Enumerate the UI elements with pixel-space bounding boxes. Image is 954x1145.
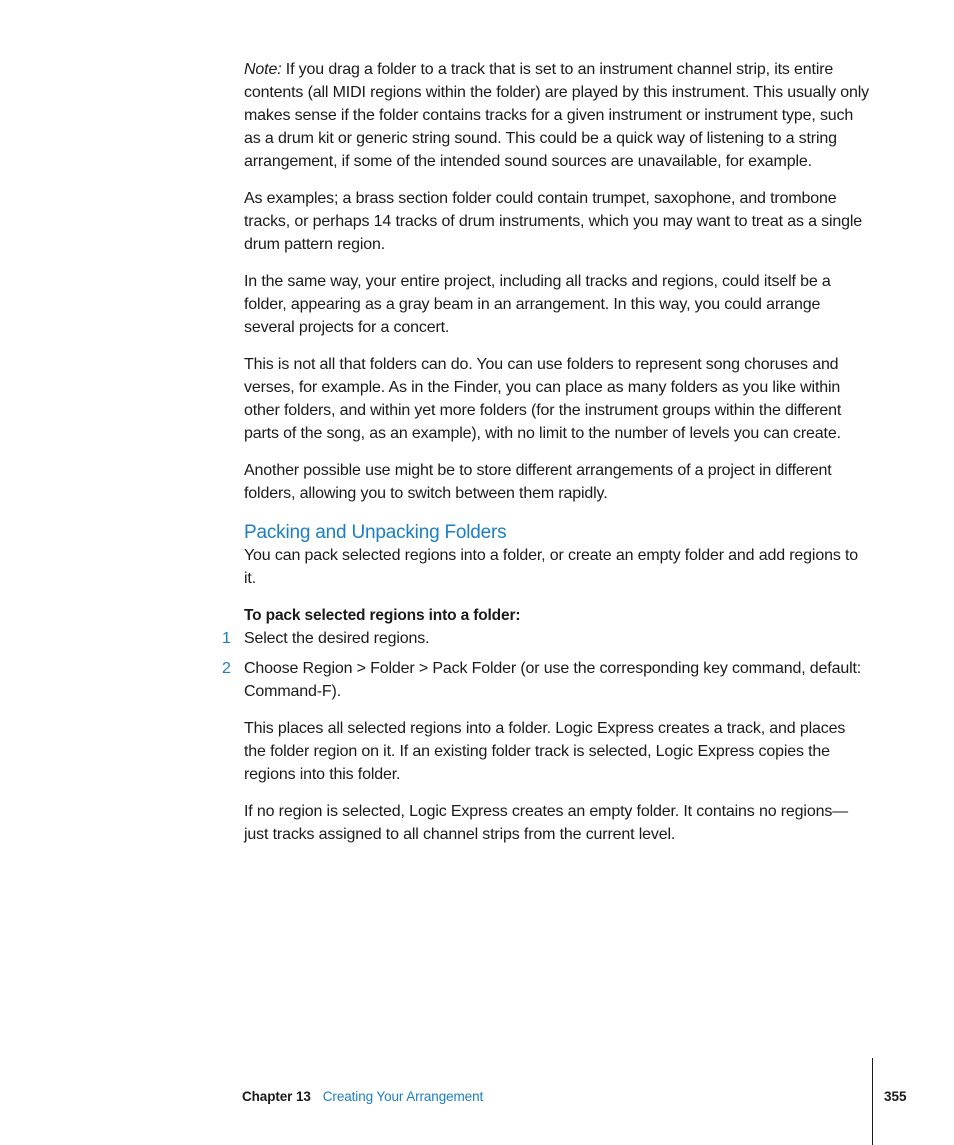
step-text: Select the desired regions. bbox=[244, 630, 430, 647]
note-text: If you drag a folder to a track that is set to an instrument channel strip, its entire contents (all MIDI regions within the folder) are played by this instrument. This usually only makes sense if the folder contains tracks for a given instrument or instrument type, such as a drum kit or generic string sound. This could be a quick way of listening to a string arrangement, if some of the intended sound sources are unavailable, for example. bbox=[244, 61, 870, 170]
page-content bbox=[222, 58, 870, 860]
footer-chapter-title: Creating Your Arrangement bbox=[322, 1089, 484, 1104]
body-paragraph: In the same way, your entire project, including all tracks and regions, could itself be a folder, appearing as a gray beam in an arrangement. In this way, you could arrange several projects for a concert. bbox=[244, 273, 831, 336]
section-heading: Packing and Unpacking Folders bbox=[244, 522, 507, 543]
body-paragraph: This places all selected regions into a folder. Logic Express creates a track, and places the folder region on it. If an existing folder track is selected, Logic Express copies the regions into this folder. bbox=[244, 720, 846, 783]
note-paragraph bbox=[244, 58, 870, 173]
section-intro: You can pack selected regions into a folder, or create an empty folder and add regions to it. bbox=[244, 547, 859, 587]
body-paragraph: This is not all that folders can do. You can use folders to represent song choruses and verses, for example. As in the Finder, you can place as many folders as you like within other folders, and within yet more folders (for the instrument groups within the different parts of the song, as an example), with no limit to the number of levels you can create. bbox=[244, 356, 842, 442]
footer-divider bbox=[872, 1058, 873, 1145]
page-number: 355 bbox=[884, 1089, 907, 1104]
note-label: Note: bbox=[244, 61, 282, 78]
step-text: Choose Region > Folder > Pack Folder (or use the corresponding key command, default: Command-F). bbox=[244, 660, 862, 700]
footer-chapter: Chapter 13 bbox=[242, 1089, 311, 1104]
step-number: 1 bbox=[222, 630, 231, 647]
task-title: To pack selected regions into a folder: bbox=[244, 607, 521, 624]
body-paragraph: As examples; a brass section folder could contain trumpet, saxophone, and trombone tracks, or perhaps 14 tracks of drum instruments, which you may want to treat as a single drum pattern region. bbox=[244, 190, 863, 253]
body-paragraph: If no region is selected, Logic Express creates an empty folder. It contains no regions—just tracks assigned to all channel strips from the current level. bbox=[244, 803, 849, 843]
page-footer bbox=[242, 1088, 483, 1106]
body-paragraph: Another possible use might be to store different arrangements of a project in different folders, allowing you to switch between them rapidly. bbox=[244, 462, 832, 502]
step-item bbox=[222, 627, 870, 650]
step-item bbox=[222, 657, 870, 703]
step-number: 2 bbox=[222, 660, 231, 677]
